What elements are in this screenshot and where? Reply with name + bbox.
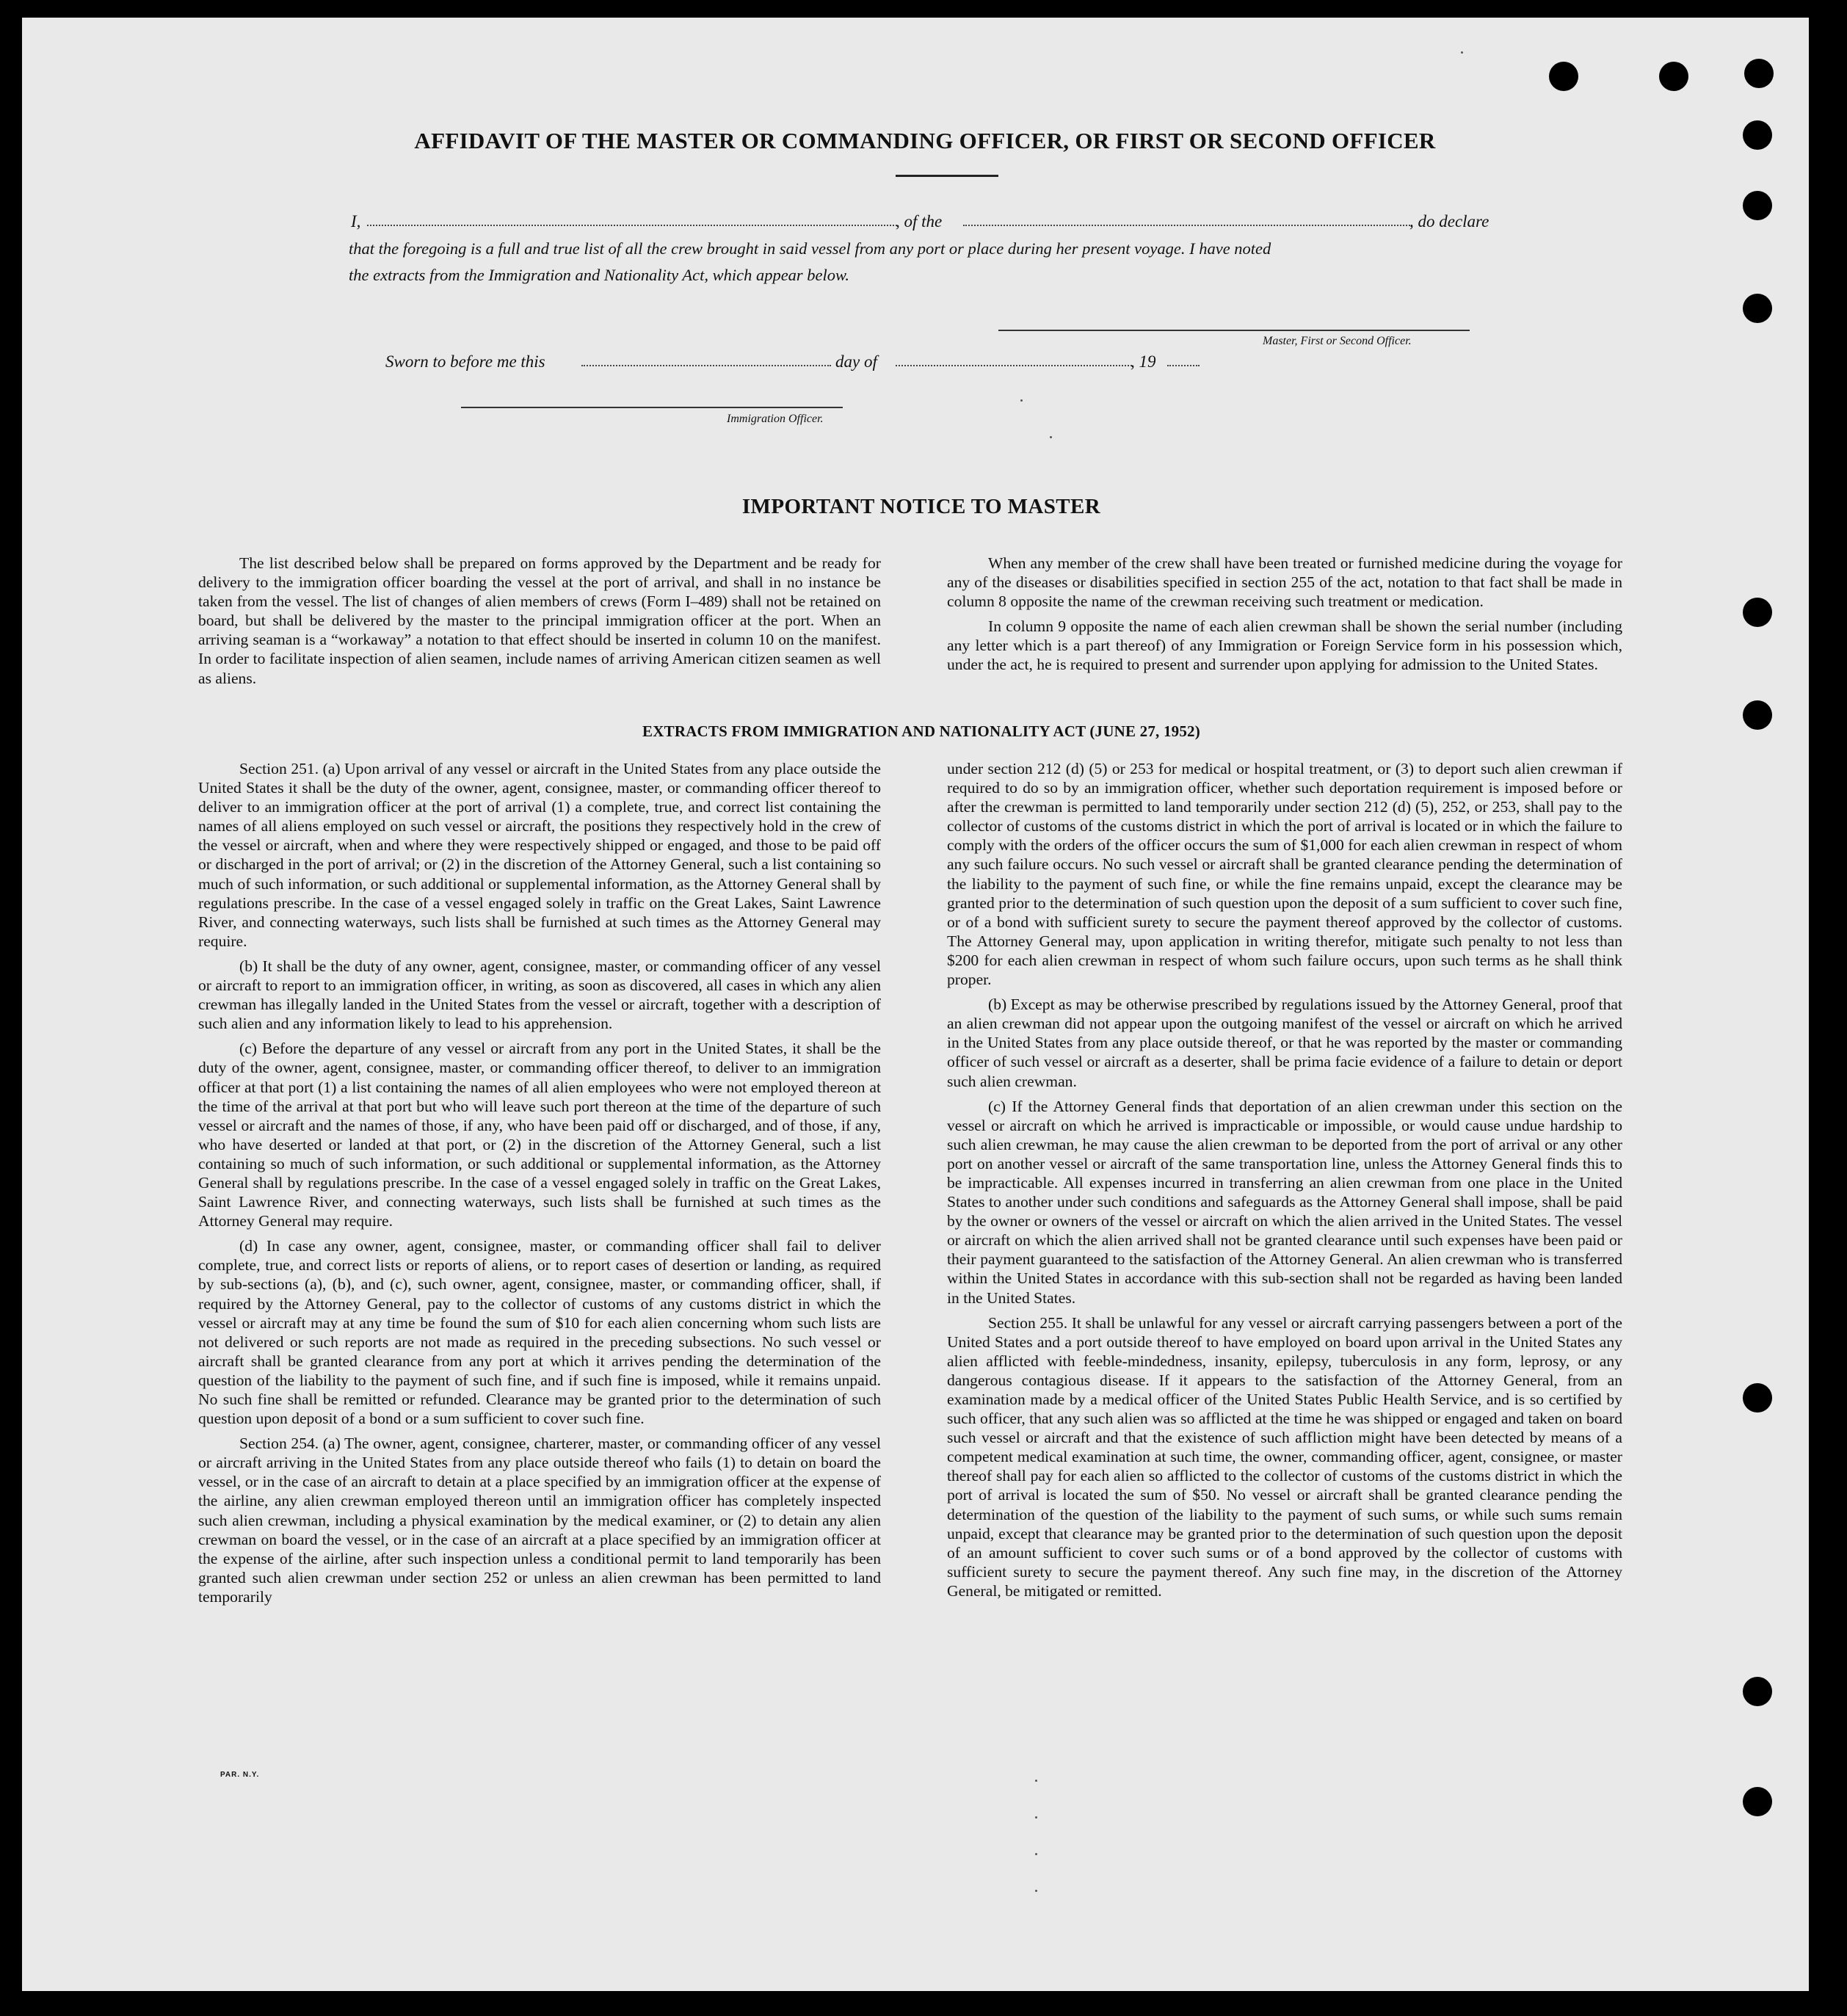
scan-speck	[1035, 1816, 1037, 1819]
punch-hole	[1743, 1677, 1772, 1706]
section-251-a: Section 251. (a) Upon arrival of any vessel or aircraft in the United States from any place outside the United States it shall be the duty of the owner, agent, consignee, master, or commanding officer thereof to deliver to an immigration officer at the port of arrival (1) a complete, true, and correct list containing the names of all aliens employed on such vessel or aircraft, the positions they respectively hold in the crew of the vessel or aircraft, when and where they were respectively shipped or engaged, and those to be paid off or discharged in the port of arrival; or (2) in the discretion of the Attorney General, such a list containing so much of such information, or such additional or supplemental information, as the Attorney General shall by regulations prescribe. In the case of a vessel engaged solely in traffic on the Great Lakes, Saint Lawrence River, and connecting waterways, such lists shall be furnished at such times as the Attorney General may require.	[198, 760, 881, 950]
extracts-title: EXTRACTS FROM IMMIGRATION AND NATIONALITY ACT (JUNE 27, 1952)	[642, 722, 1200, 740]
section-251-c: (c) Before the departure of any vessel or aircraft from any port in the United States, it shall be the duty of the owner, agent, consignee, master, or commanding officer thereof, to deliver to an immigration officer at that port (1) a list containing the names of all alien employees who were not employed thereon at the time of the arrival at that port but who will leave such port thereon at the time of the departure of such vessel or aircraft and the names of those, if any, who have been paid off or discharged, and of those, if any, who have deserted or landed at that port, or (2) in the discretion of the Attorney General, such a list containing so much of such information, or such additional or supplemental information, as the Attorney General shall by regulations prescribe. In the case of a vessel engaged solely in traffic on the Great Lakes, Saint Lawrence River, and connecting waterways, such lists shall be furnished at such times as the Attorney General may require.	[198, 1040, 881, 1230]
punch-hole	[1743, 120, 1772, 150]
affidavit-title: AFFIDAVIT OF THE MASTER OR COMMANDING OFFICER, OR FIRST OR SECOND OFFICER	[414, 128, 1436, 153]
name-fill-line	[367, 225, 897, 226]
scan-speck	[1020, 399, 1023, 402]
notice-right-paragraph: When any member of the crew shall have been treated or furnished medicine during the voyage for any of the diseases or disabilities specified in section 255 of the act, notation to that fact shall be made in column 8 opposite the name of the crewman receiving such treatment or medication.	[947, 554, 1622, 611]
officer-signature-line	[461, 407, 843, 408]
extracts-right-column	[947, 759, 1622, 1606]
title-underline	[896, 175, 998, 177]
section-255: Section 255. It shall be unlawful for any vessel or aircraft carrying passengers between a port of the United States and a port outside thereof to have employed on board upon arrival in the United States any alien afflicted with feeble-mindedness, insanity, epilepsy, tuberculosis in any form, leprosy, or any dangerous contagious disease. If it appears to the satisfaction of the Attorney General, from an examination made by a medical officer of the United States Public Health Service, and is so certified by such officer, that any such alien was so afflicted at the time he was shipped or engaged and taken on board such vessel or aircraft and that the existence of such affliction might have been detected by means of a competent medical examination at such time, the owner, commanding officer, agent, consignee, or master thereof shall pay for each alien so afflicted to the collector of customs of the customs district in which the port of arrival is located the sum of $50. No vessel or aircraft shall be granted clearance pending the determination of the question of the liability to the payment of such sums, or while such sums remain unpaid, except that clearance may be granted prior to the determination of such question upon the deposit of an amount sufficient to cover such sums or of a bond approved by the collector of customs with sufficient surety to secure the payment thereof. Any such fine may, in the discretion of the Attorney General, be mitigated or remitted.	[947, 1313, 1622, 1600]
punch-hole	[1659, 62, 1688, 91]
section-254-c: (c) If the Attorney General finds that deportation of an alien crewman under this section on the vessel or aircraft on which he arrived is impracticable or impossible, or would cause undue hardship to such alien crewman, he may cause the alien crewman to be deported from the port of arrival or any other port on another vessel or aircraft of the same transportation line, unless the Attorney General finds this to be impracticable. All expenses incurred in transferring an alien crewman from one place in the United States to another under such conditions and safeguards as the Attorney General shall impose, shall be paid by the owner or owners of the vessel or aircraft on which the alien arrived in the United States. The vessel or aircraft on which the alien arrived shall not be granted clearance until such expenses have been paid or their payment guaranteed to the satisfaction of the Attorney General. An alien crewman who is transferred within the United States in accordance with this sub-section shall not be regarded as having been landed in the United States.	[947, 1097, 1622, 1307]
sworn-year-fill-line	[1167, 365, 1200, 366]
scan-speck	[1035, 1890, 1037, 1892]
vessel-fill-line	[963, 225, 1412, 226]
scan-speck	[1035, 1853, 1037, 1855]
notice-right-column	[947, 554, 1622, 681]
punch-hole	[1744, 59, 1774, 88]
notice-right-paragraph: In column 9 opposite the name of each alien crewman shall be shown the serial number (including any letter which is a part thereof) of any Immigration or Foreign Service form in his possession which, under the act, he is required to present and surrender upon applying for admission to the United States.	[947, 617, 1622, 674]
affidavit-i-label: I,	[351, 212, 361, 231]
section-254-a: Section 254. (a) The owner, agent, consignee, charterer, master, or commanding officer of any vessel or aircraft arriving in the United States from any place outside thereof who fails (1) to detain on board the vessel, or in the case of an aircraft to detain at a place specified by an immigration officer at the expense of the airline, any alien crewman employed thereon until an immigration officer has completely inspected such alien crewman, including a physical examination by the medical examiner, or (2) to detain any alien crewman on board the vessel, or in the case of an aircraft at a place specified by an immigration officer at the expense of the airline, after such inspection unless a conditional permit to land temporarily has been granted such alien crewman under section 252 or unless an alien crewman has been permitted to land temporarily	[198, 1435, 881, 1606]
printer-mark: PAR. N.Y.	[220, 1771, 260, 1779]
document-page	[22, 18, 1809, 1991]
officer-signature-caption: Immigration Officer.	[727, 413, 824, 425]
sworn-label: Sworn to before me this	[385, 352, 545, 371]
punch-hole	[1743, 700, 1772, 730]
section-254-b: (b) Except as may be otherwise prescribed by regulations issued by the Attorney General, proof that an alien crewman did not appear upon the outgoing manifest of the vessel or aircraft on which he arrived in the United States from any place outside thereof, or that he was reported by the master or commanding officer of such vessel or aircraft as a deserter, shall be prima facie evidence of a failure to detain or deport such alien crewman.	[947, 996, 1622, 1090]
sworn-day-of-label: day of	[835, 352, 877, 371]
affidavit-statement-line: that the foregoing is a full and true list of all the crew brought in said vessel from any port or place during her present voyage. I have noted	[349, 239, 1271, 258]
affidavit-statement-line-2: the extracts from the Immigration and Nationality Act, which appear below.	[349, 266, 850, 284]
scan-speck	[1035, 1780, 1037, 1782]
punch-hole	[1743, 1787, 1772, 1816]
section-251-d: (d) In case any owner, agent, consignee, master, or commanding officer shall fail to deliver complete, true, and correct lists or reports of aliens, or to report cases of desertion or landing, as required by sub-sections (a), (b), and (c), such owner, agent, consignee, master, or commanding officer, shall, if required by the Attorney General, pay to the collector of customs of any customs district in which the vessel or aircraft may at any time be found the sum of $10 for each alien concerning whom such lists are not delivered or such reports are not made as required in the preceding subsections. No such vessel or aircraft shall be granted clearance from any port at which it arrives pending the determination of the question of the liability to the payment of such fine, and if such fine is imposed, while it remains unpaid. No such fine shall be remitted or refunded. Clearance may be granted prior to the determination of such question upon deposit of a bond or a sum sufficient to cover such fine.	[198, 1237, 881, 1428]
punch-hole	[1743, 294, 1772, 323]
sworn-year-label: , 19	[1131, 352, 1156, 371]
scan-speck	[1461, 51, 1463, 54]
notice-left-paragraph: The list described below shall be prepared on forms approved by the Department and be ready for delivery to the immigration officer boarding the vessel at the port of arrival, and shall in no instance be taken from the vessel. The list of changes of alien members of crews (Form I–489) shall not be retained on board, but shall be delivered by the master to the principal immigration officer at the port. When an arriving seaman is a “workaway” a notation to that effect should be inserted in column 10 on the manifest. In order to facilitate inspection of alien seamen, include names of arriving American citizen seamen as well as aliens.	[198, 554, 881, 687]
sworn-day-fill-line	[581, 365, 831, 366]
master-signature-line	[998, 330, 1470, 331]
master-signature-caption: Master, First or Second Officer.	[1263, 335, 1412, 347]
affidavit-declare-label: , do declare	[1409, 212, 1489, 231]
section-251-b: (b) It shall be the duty of any owner, agent, consignee, master, or commanding officer of any vessel or aircraft to report to an immigration officer, in writing, as soon as discovered, all cases in which any alien crewman has illegally landed in the United States from the vessel or aircraft, together with a description of such alien and any information likely to lead to his apprehension.	[198, 957, 881, 1033]
extracts-left-column	[198, 759, 881, 1612]
notice-title: IMPORTANT NOTICE TO MASTER	[741, 495, 1101, 518]
punch-hole	[1743, 1383, 1772, 1413]
affidavit-of-the-label: , of the	[896, 212, 943, 231]
notice-left-column	[198, 554, 881, 694]
section-254-a-continued: under section 212 (d) (5) or 253 for medical or hospital treatment, or (3) to deport such alien crewman if required to do so by an immigration officer, whether such deportation requirement is imposed before or after the crewman is permitted to land temporarily under section 212 (d) (5), 252, or 253, shall pay to the collector of customs of the customs district in which the port of arrival is located or in which the failure to comply with the orders of the officer occurs the sum of $1,000 for each alien crewman in respect of whom any such failure occurs. No such vessel or aircraft shall be granted clearance pending the determination of the liability to the payment of such fine, or while the fine remains unpaid, except the clearance may be granted prior to the determination of such question upon the deposit of a sum sufficient to cover such fine, or of a bond with sufficient surety to secure the payment thereof approved by the collector of customs. The Attorney General may, upon application in writing therefor, mitigate such penalty to not less than $200 for each alien crewman in respect of whom such failure occurs, upon such terms as he shall think proper.	[947, 760, 1622, 989]
punch-hole	[1549, 62, 1578, 91]
scan-speck	[1050, 436, 1052, 438]
sworn-month-fill-line	[896, 365, 1132, 366]
punch-hole	[1743, 598, 1772, 627]
punch-hole	[1743, 191, 1772, 220]
